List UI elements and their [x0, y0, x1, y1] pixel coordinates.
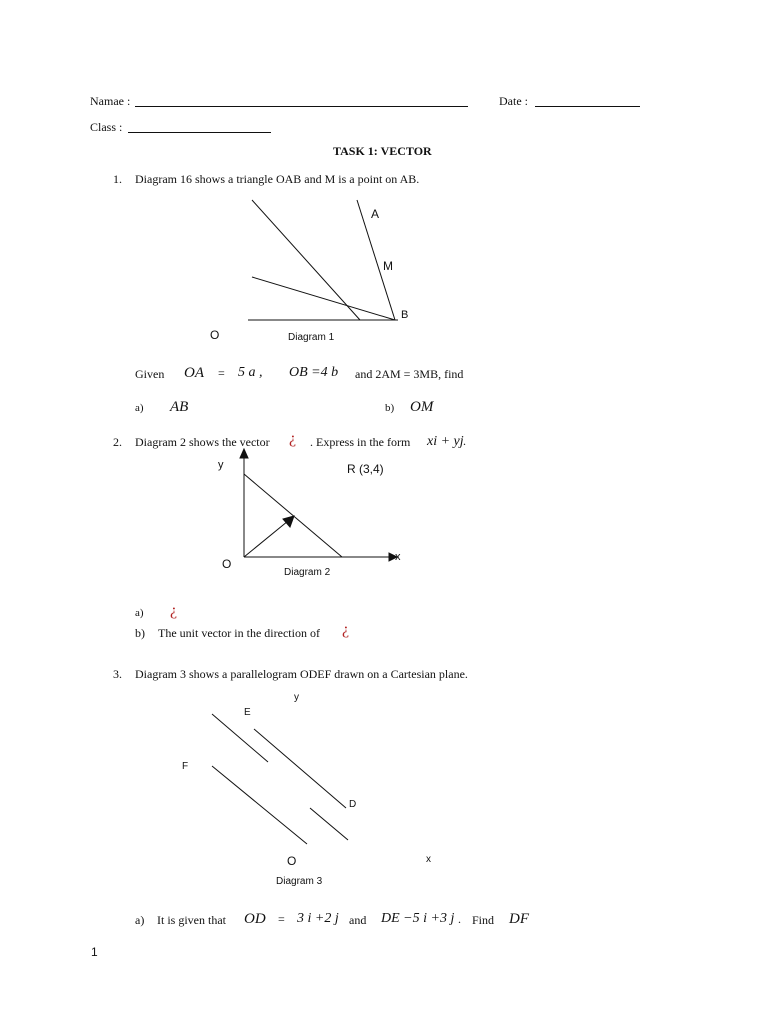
- diagram2-label-x: x: [395, 551, 401, 563]
- q1-part-b-expression: OM: [410, 399, 434, 415]
- class-label: Class :: [90, 120, 123, 134]
- diagram1-line-long: [252, 200, 360, 320]
- q1-number: 1.: [113, 172, 122, 186]
- diagram1-label-a: A: [371, 207, 380, 221]
- diagram3-label-x: x: [426, 854, 431, 865]
- q1-text: Diagram 16 shows a triangle OAB and M is a point on AB.: [135, 172, 420, 186]
- page-title: TASK 1: VECTOR: [333, 144, 432, 158]
- q1-part-a-expression: AB: [170, 399, 189, 415]
- q1-equals: =: [218, 366, 225, 380]
- q3-text: Diagram 3 shows a parallelogram ODEF drawn on a Cartesian plane.: [135, 667, 468, 681]
- diagram3-caption: Diagram 3: [276, 876, 323, 887]
- diagram2-label-y: y: [218, 459, 224, 471]
- diagram3-line-4: [310, 808, 348, 840]
- q3-od-value: 3 i +2 j: [297, 911, 339, 926]
- q2-part-b-label: b): [135, 626, 145, 640]
- q1-part-a-label: a): [135, 402, 144, 414]
- diagram3-line-2: [254, 729, 346, 808]
- q1-ob-equation: OB =4 b: [289, 365, 339, 380]
- name-label: Namae :: [90, 94, 131, 108]
- diagram3-label-e: E: [244, 707, 251, 718]
- diagram1-line-lower: [252, 277, 395, 320]
- q1-condition: and 2AM = 3MB, find: [355, 367, 464, 381]
- diagram3-line-3: [212, 766, 307, 844]
- q3-vector-od: OD: [244, 911, 266, 927]
- q2-part-a-label: a): [135, 607, 144, 619]
- q2-text-2: . Express in the form: [310, 435, 411, 449]
- q2-form: xi + yj: [427, 434, 464, 449]
- diagram2-caption: Diagram 2: [284, 567, 331, 578]
- q3-de-dot: .: [458, 912, 461, 926]
- diagram3-label-f: F: [182, 761, 189, 772]
- diagram3-label-y: y: [294, 692, 299, 703]
- date-label: Date :: [499, 94, 528, 108]
- diagram2-y-arrowhead: [240, 449, 248, 458]
- q3-part-a-label: a): [135, 913, 145, 927]
- q2-vector-symbol: ¿: [289, 430, 297, 447]
- q3-part-a-text: It is given that: [157, 913, 226, 927]
- q2-part-a-symbol: ¿: [170, 602, 178, 619]
- diagram3-line-1: [212, 714, 268, 762]
- diagram2-label-o: O: [222, 557, 232, 571]
- diagram2-vector-arrowhead: [283, 516, 294, 527]
- q3-find: Find: [472, 913, 495, 927]
- q2-number: 2.: [113, 435, 122, 449]
- diagram1-label-m: M: [383, 259, 393, 273]
- q2-part-b-symbol: ¿: [342, 621, 350, 638]
- q3-number: 3.: [113, 667, 122, 681]
- q1-vector-oa: OA: [184, 365, 204, 381]
- q2-form-dot: .: [463, 434, 466, 448]
- diagram2-vector: [244, 521, 288, 557]
- page-number: 1: [91, 945, 98, 959]
- diagram1-label-o: O: [210, 328, 220, 342]
- diagram3-label-o: O: [287, 854, 297, 868]
- q1-given-label: Given: [135, 367, 165, 381]
- q2-part-b-text: The unit vector in the direction of: [158, 626, 320, 640]
- q1-oa-value: 5 a ,: [238, 365, 263, 380]
- diagram2-label-r: R (3,4): [347, 462, 384, 476]
- diagram1-caption: Diagram 1: [288, 332, 335, 343]
- q2-text: Diagram 2 shows the vector: [135, 435, 270, 449]
- diagram1-label-b: B: [401, 309, 409, 321]
- q3-vector-df: DF: [509, 911, 529, 927]
- diagram-3: [212, 714, 348, 844]
- q3-equals: =: [278, 912, 285, 926]
- q1-part-b-label: b): [385, 402, 395, 414]
- diagram3-label-d: D: [349, 799, 357, 810]
- q3-de-expression: DE −5 i +3 j: [381, 911, 455, 926]
- q3-and: and: [349, 913, 367, 927]
